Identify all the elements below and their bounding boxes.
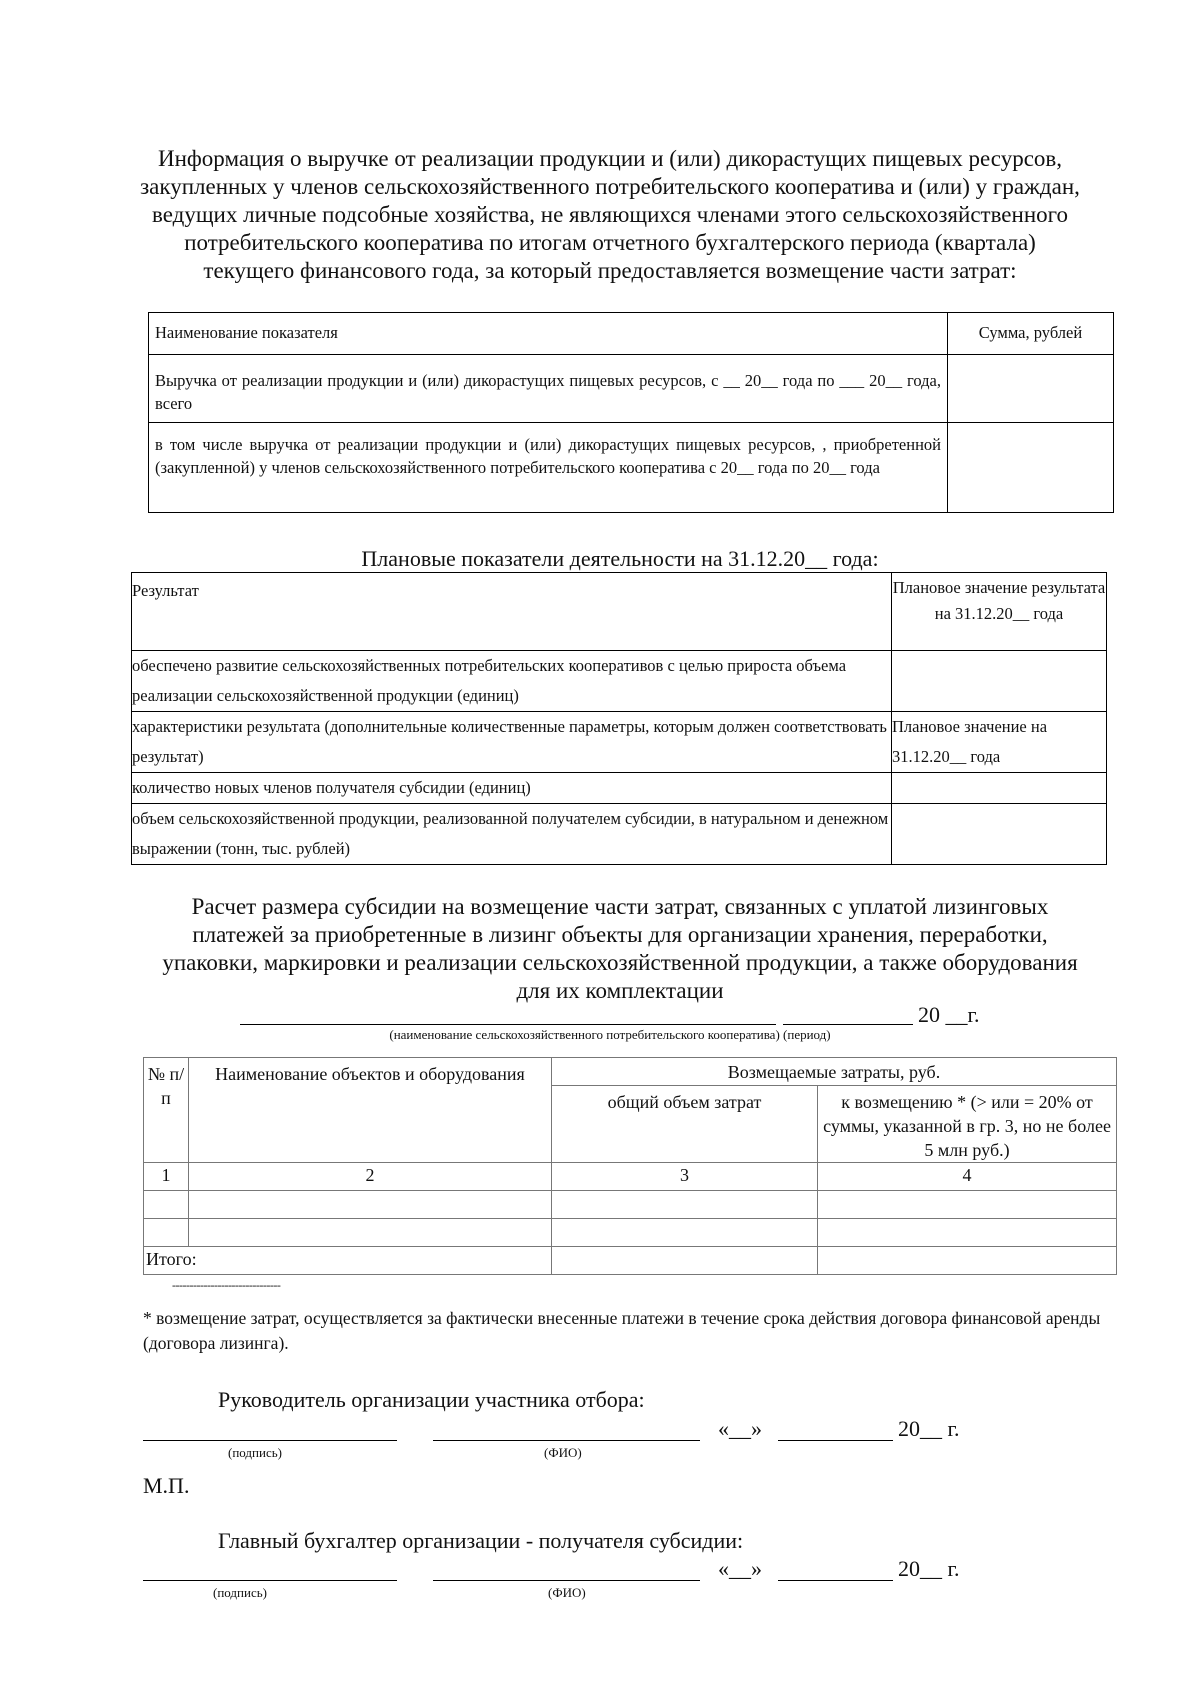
footnote: * возмещение затрат, осуществляется за фактически внесенные платежи в течение срока действия договора финансовой аренды (договора лизинга). bbox=[143, 1308, 1101, 1353]
accountant-sign-caption: (подпись) bbox=[213, 1585, 267, 1600]
revenue-table bbox=[148, 312, 1114, 513]
revenue-value-cell[interactable] bbox=[948, 355, 1114, 423]
col-refund-header: к возмещению * (> или = 20% от суммы, указанной в гр. 3, но не более 5 млн руб.) bbox=[818, 1086, 1117, 1163]
head-title: Руководитель организации участника отбора: bbox=[218, 1387, 645, 1412]
table-cell[interactable] bbox=[144, 1191, 189, 1219]
head-date-month-line[interactable] bbox=[778, 1440, 893, 1441]
revenue-header-indicator: Наименование показателя bbox=[149, 313, 948, 355]
table-cell[interactable] bbox=[189, 1191, 552, 1219]
plan-result: обеспечено развитие сельскохозяйственных потребительских кооперативов с целью прироста объема реализации сельскохозяйственной продукции (единиц) bbox=[132, 651, 892, 712]
head-name-line[interactable] bbox=[433, 1440, 700, 1441]
table-row bbox=[144, 1219, 1117, 1247]
plan-table bbox=[131, 572, 1107, 865]
plan-value[interactable] bbox=[892, 804, 1107, 865]
accountant-signature-line[interactable] bbox=[143, 1580, 397, 1581]
table-row bbox=[144, 1247, 1117, 1275]
period-caption: (наименование сельскохозяйственного потребительского кооператива) (период) bbox=[389, 1027, 831, 1042]
head-sign-caption: (подпись) bbox=[228, 1445, 282, 1460]
revenue-section-title: Информация о выручке от реализации продукции и (или) дикорастущих пищевых ресурсов, закупленных у членов сельскохозяйственного потребительского кооператива и (или) у граждан, ведущих личные подсобные хозяйства, не являющихся членами этого сельскохозяйственного потребительского кооператива по итогам отчетного бухгалтерского периода (квартала) текущего финансового года, за который предоставляется возмещение части затрат: bbox=[140, 146, 1080, 283]
table-cell[interactable] bbox=[144, 1219, 189, 1247]
plan-section-title: Плановые показатели деятельности на 31.12.20__ года: bbox=[361, 546, 879, 571]
revenue-value-cell[interactable] bbox=[948, 423, 1114, 513]
head-signature-line[interactable] bbox=[143, 1440, 397, 1441]
table-row bbox=[149, 355, 1114, 423]
period-line[interactable] bbox=[783, 1024, 913, 1025]
table-row bbox=[144, 1163, 1117, 1191]
stamp-label: М.П. bbox=[143, 1473, 190, 1498]
revenue-row-total: Выручка от реализации продукции и (или) дикорастущих пищевых ресурсов, с __ 20__ года по ___ 20__ года, всего bbox=[149, 355, 948, 423]
col-num-header: № п/п bbox=[144, 1058, 189, 1163]
head-date-day[interactable]: «__» bbox=[718, 1416, 762, 1441]
col-name-header: Наименование объектов и оборудования bbox=[189, 1058, 552, 1163]
plan-header-result: Результат bbox=[132, 573, 892, 651]
plan-result: характеристики результата (дополнительные количественные параметры, которым должен соответствовать результат) bbox=[132, 712, 892, 773]
table-cell[interactable] bbox=[189, 1219, 552, 1247]
subsidy-section-title: Расчет размера субсидии на возмещение части затрат, связанных с уплатой лизинговых платежей за приобретенные в лизинг объекты для организации хранения, переработки, упаковки, маркировки и реализации сельскохозяйственной продукции, а также оборудования для их комплектации bbox=[162, 894, 1078, 1003]
plan-result: объем сельскохозяйственной продукции, реализованной получателем субсидии, в натуральном и денежном выражении (тонн, тыс. рублей) bbox=[132, 804, 892, 865]
column-number: 4 bbox=[818, 1163, 1117, 1191]
plan-value[interactable] bbox=[892, 773, 1107, 804]
column-number: 3 bbox=[552, 1163, 818, 1191]
table-cell[interactable] bbox=[818, 1219, 1117, 1247]
cooperative-name-line[interactable] bbox=[240, 1024, 776, 1025]
footnote-separator: ------------------------------- bbox=[172, 1278, 281, 1292]
column-number: 2 bbox=[189, 1163, 552, 1191]
subsidy-table bbox=[143, 1057, 1117, 1275]
period-year: 20 __г. bbox=[918, 1002, 980, 1027]
accountant-title: Главный бухгалтер организации - получателя субсидии: bbox=[218, 1528, 744, 1553]
head-name-caption: (ФИО) bbox=[544, 1445, 582, 1460]
accountant-name-caption: (ФИО) bbox=[548, 1585, 586, 1600]
accountant-name-line[interactable] bbox=[433, 1580, 700, 1581]
total-label: Итого: bbox=[144, 1247, 552, 1275]
table-cell[interactable] bbox=[552, 1219, 818, 1247]
accountant-date-year: 20__ г. bbox=[898, 1556, 960, 1581]
table-row bbox=[144, 1191, 1117, 1219]
column-number: 1 bbox=[144, 1163, 189, 1191]
head-date-year: 20__ г. bbox=[898, 1416, 960, 1441]
table-cell[interactable] bbox=[818, 1191, 1117, 1219]
plan-result: количество новых членов получателя субсидии (единиц) bbox=[132, 773, 892, 804]
plan-value[interactable] bbox=[892, 651, 1107, 712]
table-row bbox=[132, 651, 1107, 712]
revenue-row-members: в том числе выручка от реализации продукции и (или) дикорастущих пищевых ресурсов, , приобретенной (закупленной) у членов сельскохозяйственного потребительского кооператива с 20__ года по 20__ года bbox=[149, 423, 948, 513]
table-row bbox=[132, 773, 1107, 804]
accountant-date-day[interactable]: «__» bbox=[718, 1556, 762, 1581]
accountant-date-month-line[interactable] bbox=[778, 1580, 893, 1581]
table-row bbox=[149, 423, 1114, 513]
plan-header-value: Плановое значение результата на 31.12.20__ года bbox=[892, 573, 1107, 651]
col-total-header: общий объем затрат bbox=[552, 1086, 818, 1163]
table-cell[interactable] bbox=[552, 1191, 818, 1219]
table-row bbox=[132, 712, 1107, 773]
revenue-header-sum: Сумма, рублей bbox=[948, 313, 1114, 355]
total-cost-cell[interactable] bbox=[552, 1247, 818, 1275]
total-refund-cell[interactable] bbox=[818, 1247, 1117, 1275]
col-costs-header: Возмещаемые затраты, руб. bbox=[552, 1058, 1117, 1086]
plan-value: Плановое значение на 31.12.20__ года bbox=[892, 712, 1107, 773]
table-row bbox=[132, 804, 1107, 865]
